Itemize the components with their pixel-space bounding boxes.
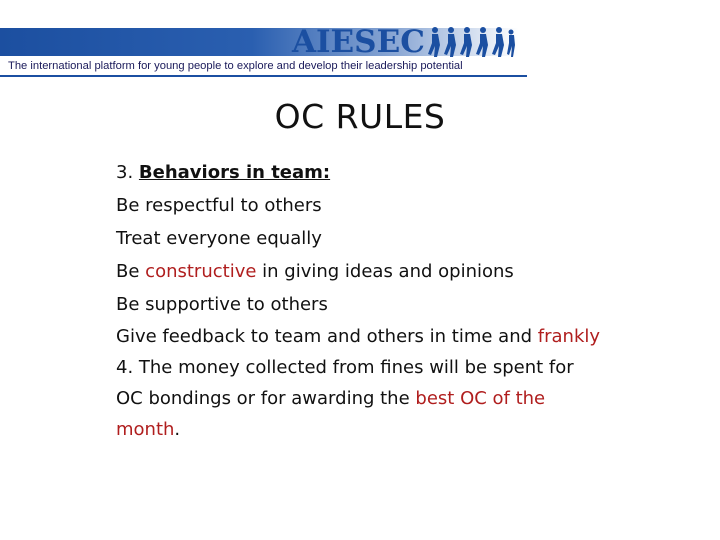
rule-line-2: Treat everyone equally (116, 228, 322, 249)
item4-post: . (174, 419, 181, 440)
item4-pre: 4. The money collected from fines will be spent for OC bondings or for awarding the (116, 357, 574, 409)
slide-title: OC RULES (274, 97, 446, 136)
rule-line-5-highlight: frankly (537, 326, 601, 347)
rule-line-4: Be supportive to others (116, 294, 328, 315)
rule-line-3-highlight: constructive (145, 261, 257, 282)
aiesec-logo: AIESEC (292, 24, 425, 60)
item3-heading-line (116, 156, 606, 189)
rule-line-3 (116, 255, 606, 288)
item3-heading: Behaviors in team: (138, 162, 331, 183)
rule-line-3-post: in giving ideas and opinions (262, 261, 514, 282)
item4-paragraph (116, 352, 606, 445)
item4-highlight: best OC of the month (116, 388, 546, 440)
rule-line-5-pre: Give feedback to team and others in time and (116, 326, 533, 347)
people-walking-icon (427, 25, 517, 59)
rule-line-1: Be respectful to others (116, 195, 322, 216)
slide-body (116, 156, 606, 445)
rule-line-3-pre: Be (116, 261, 140, 282)
header-divider (0, 75, 527, 77)
rule-line-5 (116, 321, 606, 352)
brand (292, 24, 517, 60)
item3-number: 3. (116, 162, 134, 183)
tagline: The international platform for young people to explore and develop their leadership potential (8, 60, 463, 72)
